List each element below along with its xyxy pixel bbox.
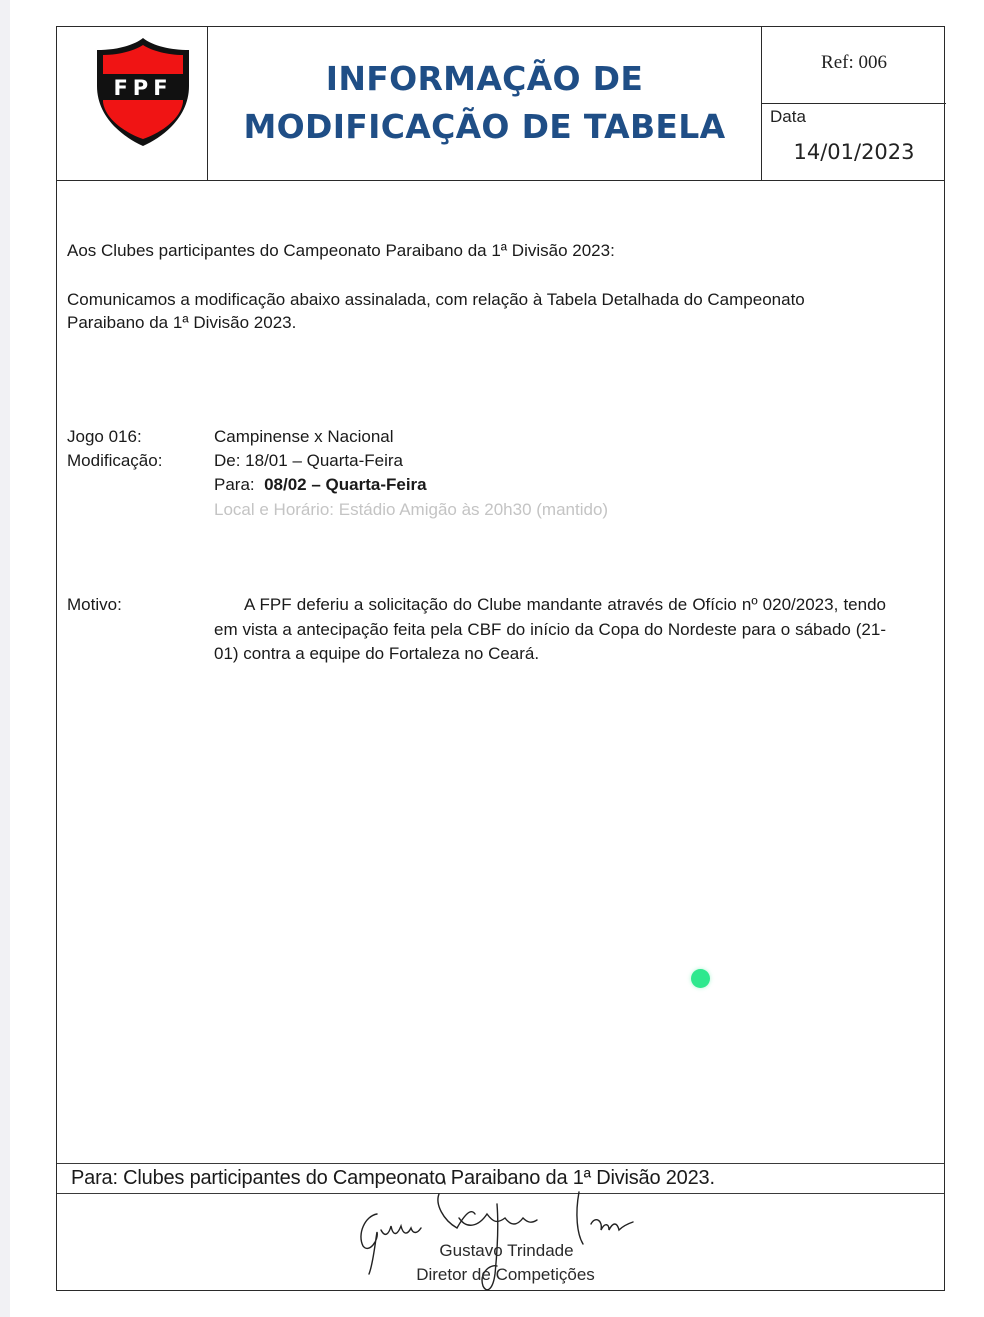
- game-label: Jogo 016:: [67, 427, 142, 446]
- document-page: [56, 26, 945, 1291]
- reference-cell: [761, 27, 946, 180]
- green-indicator-dot: [691, 969, 710, 988]
- left-edge-strip: [0, 0, 10, 1317]
- logo-cell: [57, 27, 208, 180]
- date-label: Data: [770, 107, 806, 126]
- title-cell: [208, 27, 761, 180]
- to-value: 08/02 – Quarta-Feira: [264, 475, 427, 494]
- modification-from: De: 18/01 – Quarta-Feira: [214, 451, 403, 470]
- modification-to: [214, 473, 427, 497]
- reason-body: A FPF deferiu a solicitação do Clube mandante através de Ofício nº 020/2023, tendo em vista a antecipação feita pela CBF do início da Copa do Nordeste para o sábado (21-01) contra a equipe do Fortaleza no Ceará.: [214, 595, 886, 663]
- greeting: Aos Clubes participantes do Campeonato Paraibano da 1ª Divisão 2023:: [67, 241, 615, 260]
- signature-area: [57, 1194, 944, 1292]
- to-prefix: Para:: [214, 475, 255, 494]
- intro-line-2: Paraibano da 1ª Divisão 2023.: [67, 313, 297, 332]
- reason-text: [214, 593, 886, 667]
- ref-box: [762, 27, 946, 104]
- reason-label: Motivo:: [67, 595, 122, 614]
- title-line-2: MODIFICAÇÃO DE TABELA: [243, 107, 726, 146]
- modification-label: Modificação:: [67, 451, 163, 470]
- signer-role: Diretor de Competições: [416, 1265, 595, 1284]
- ref-number: Ref: 006: [821, 52, 887, 73]
- location-note: Local e Horário: Estádio Amigão às 20h30 (mantido): [214, 500, 609, 519]
- document-header: [57, 27, 944, 181]
- date-value: 14/01/2023: [793, 140, 915, 164]
- svg-text:FPF: FPF: [113, 76, 173, 100]
- document-title: [208, 55, 761, 151]
- signer-name: Gustavo Trindade: [439, 1241, 574, 1260]
- game-value: Campinense x Nacional: [214, 427, 394, 446]
- title-line-1: INFORMAÇÃO DE: [325, 59, 644, 98]
- recipients-text: Para: Clubes participantes do Campeonato Paraibano da 1ª Divisão 2023.: [71, 1167, 715, 1189]
- fpf-shield-logo: [93, 36, 193, 148]
- intro-paragraph: [67, 288, 887, 334]
- intro-line-1: Comunicamos a modificação abaixo assinalada, com relação à Tabela Detalhada do Campeonato: [67, 290, 805, 309]
